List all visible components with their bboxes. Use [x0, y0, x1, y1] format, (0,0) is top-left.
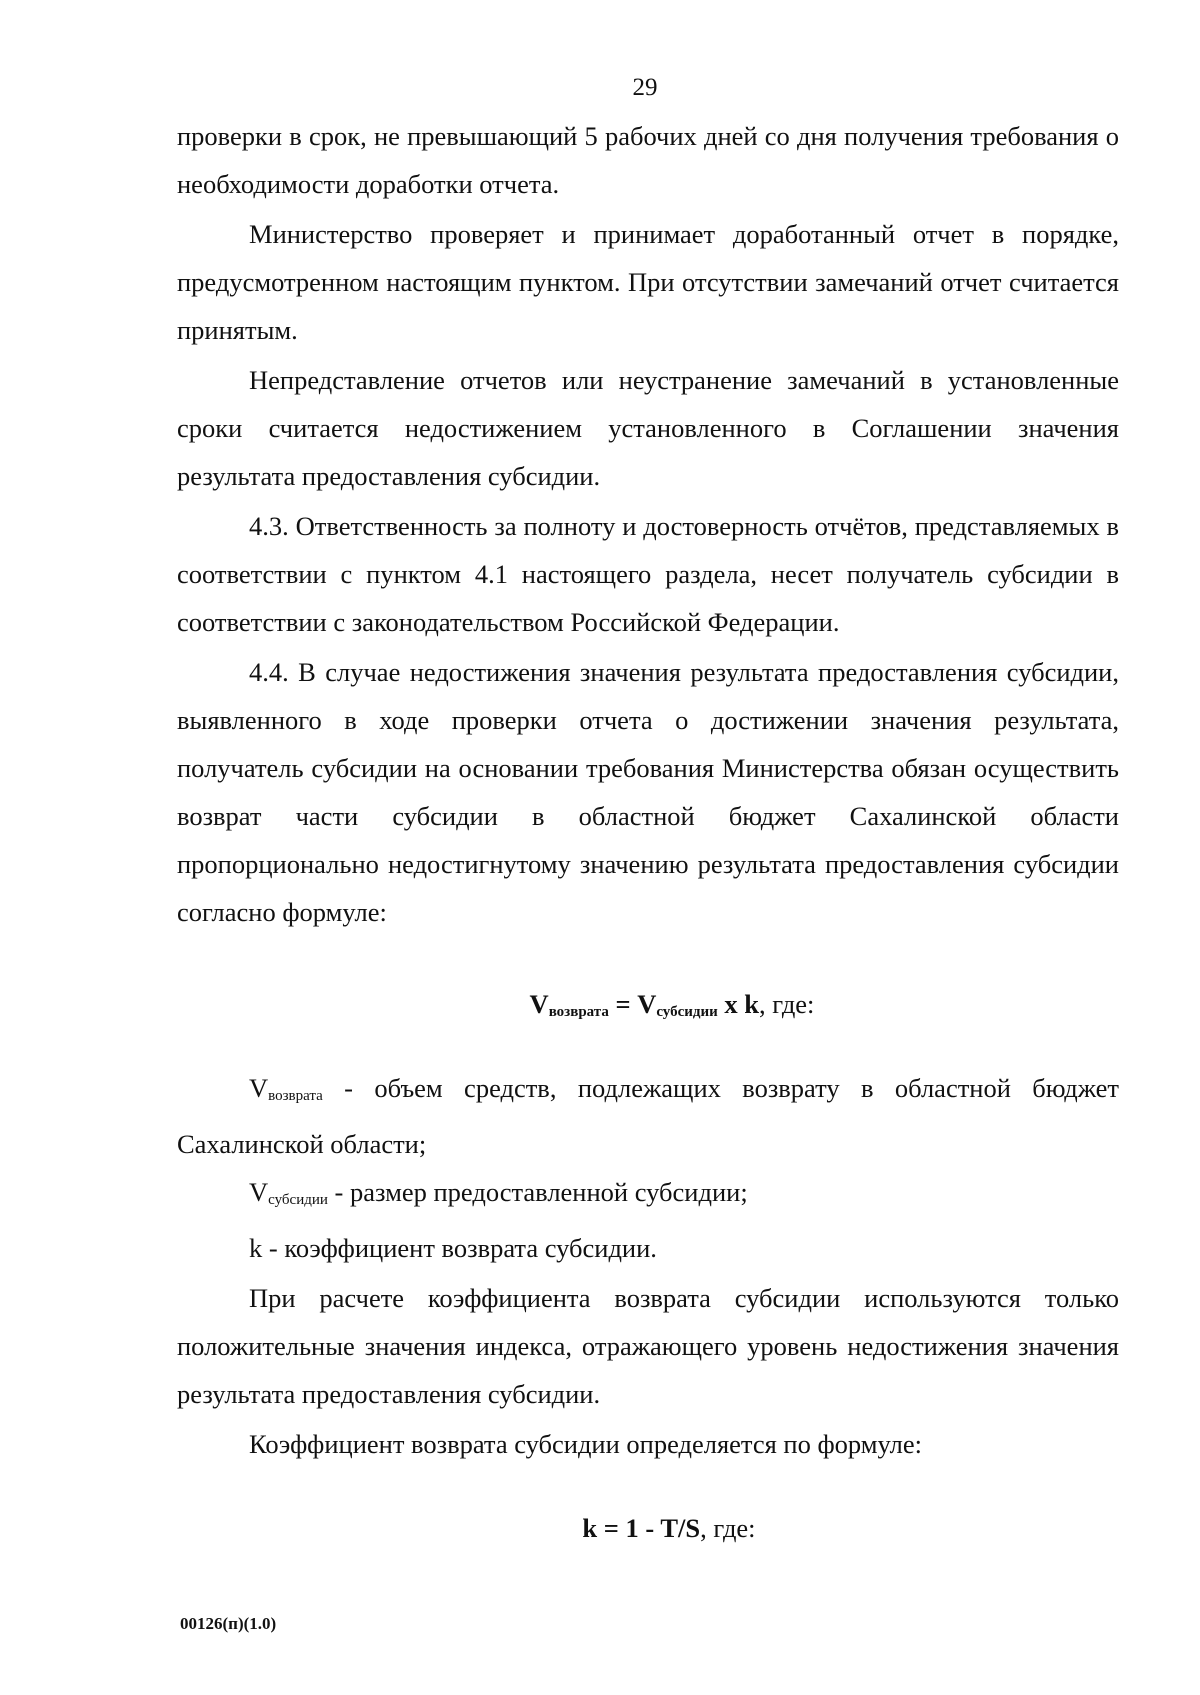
paragraph: Коэффициент возврата субсидии определяется по формуле: — [249, 1429, 922, 1459]
formula-coefficient: k = 1 - T/S, где: — [582, 1513, 756, 1543]
paragraph: При расчете коэффициента возврата субсидии используются только положительные значения индекса, отражающего уровень недостижения значения результата предоставления субсидии. — [177, 1283, 1119, 1409]
definition-v-subsidy: $V_{субсидии}$ - размер предоставленной субсидии; — [249, 1177, 748, 1208]
paragraph-section-4-3: 4.3. Ответственность за полноту и достоверность отчётов, представляемых в соответствии с пунктом 4.1 настоящего раздела, несет получатель субсидии в соответствии с законодательством Российской Федерации. — [177, 511, 1119, 637]
paragraph: Министерство проверяет и принимает доработанный отчет в порядке, предусмотренном настоящим пунктом. При отсутствии замечаний отчет считается принятым. — [177, 219, 1119, 345]
definition-k: k - коэффициент возврата субсидии. — [249, 1233, 657, 1263]
paragraph: проверки в срок, не превышающий 5 рабочих дней со дня получения требования о необходимости доработки отчета. — [177, 121, 1119, 199]
paragraph: Непредставление отчетов или неустранение замечаний в установленные сроки считается недостижением установленного в Соглашении значения результата предоставления субсидии. — [177, 365, 1119, 491]
document-code: 00126(п)(1.0) — [180, 1614, 277, 1633]
definition-v-return: $V_{возврата}$ - объем средств, подлежащих возврату в областной бюджет Сахалинской области; — [177, 1073, 1119, 1159]
page-number: 29 — [632, 74, 658, 101]
paragraph-section-4-4: 4.4. В случае недостижения значения результата предоставления субсидии, выявленного в ходе проверки отчета о достижении значения результата, получатель субсидии на основании требования Министерства обязан осуществить возврат части субсидии в областной бюджет Сахалинской области пропорционально недостигнутому значению результата предоставления субсидии согласно формуле: — [177, 657, 1119, 927]
document-body — [177, 112, 1119, 1552]
formula-return-volume: $V_{возврата} = V_{субсидии}$ x k, где: — [529, 989, 815, 1020]
